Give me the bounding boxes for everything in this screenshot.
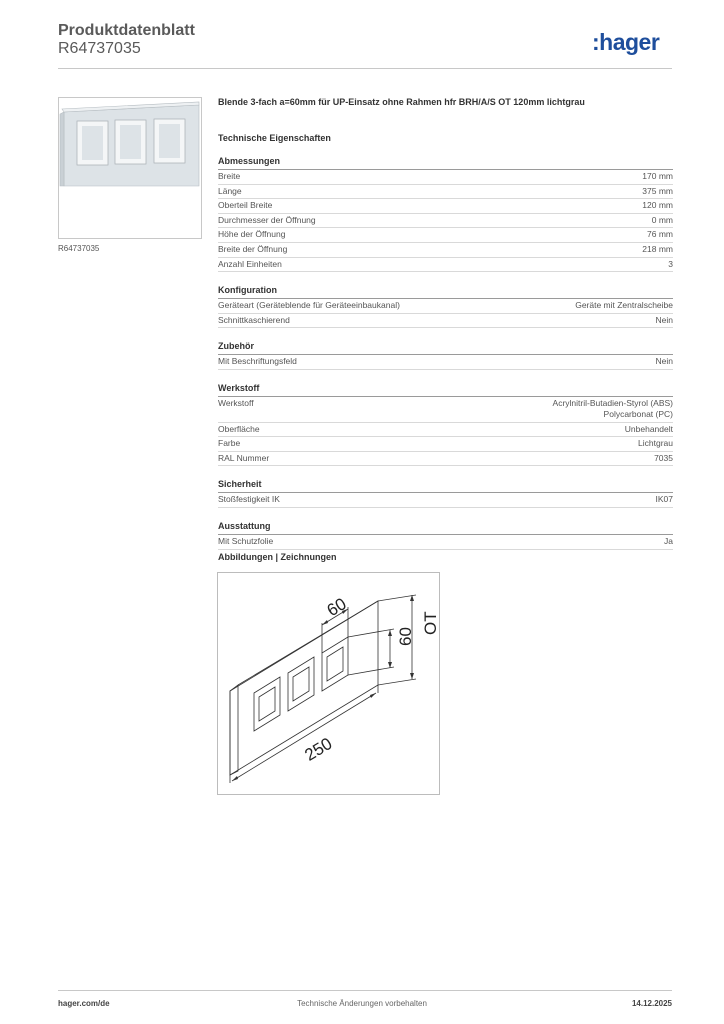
spec-row	[218, 185, 673, 200]
spec-row	[218, 437, 673, 452]
spec-value	[656, 315, 673, 326]
spec-value	[647, 229, 673, 240]
spec-row	[218, 214, 673, 229]
tech-properties-heading: Technische Eigenschaften	[218, 133, 331, 143]
spec-label: Stoßfestigkeit IK	[218, 494, 280, 505]
drawings-heading: Abbildungen | Zeichnungen	[218, 552, 337, 562]
header-divider	[58, 68, 672, 69]
product-description: Blende 3-fach a=60mm für UP-Einsatz ohne Rahmen hfr BRH/A/S OT 120mm lichtgrau	[218, 97, 585, 107]
spec-value-line: IK07	[655, 494, 673, 505]
spec-value	[642, 244, 673, 255]
footer-notice: Technische Änderungen vorbehalten	[297, 999, 427, 1008]
spec-row	[218, 397, 673, 423]
spec-value-line: 218 mm	[642, 243, 673, 254]
section-title: Zubehör	[218, 341, 673, 355]
dim-opening-height: 60	[396, 627, 415, 646]
dim-top-width: OT	[421, 611, 439, 635]
spec-value	[642, 186, 673, 197]
hager-logo: :hager	[592, 29, 660, 55]
dim-length: 250	[301, 733, 336, 765]
spec-row	[218, 228, 673, 243]
spec-value	[668, 259, 673, 270]
article-number: R64737035	[58, 40, 141, 57]
spec-value-line: 76 mm	[647, 229, 673, 240]
product-photo	[59, 98, 201, 238]
spec-value-line: 375 mm	[642, 185, 673, 196]
spec-row	[218, 423, 673, 438]
footer-website-link[interactable]: hager.com/de	[58, 999, 110, 1008]
spec-section	[218, 383, 673, 466]
spec-label: Länge	[218, 185, 242, 196]
spec-value-line: 0 mm	[651, 214, 673, 225]
spec-row	[218, 355, 673, 370]
spec-row	[218, 535, 673, 550]
section-title: Konfiguration	[218, 285, 673, 299]
spec-value	[656, 356, 673, 367]
spec-value	[652, 215, 673, 226]
spec-value-line: Lichtgrau	[638, 438, 673, 449]
spec-value-line: 3	[668, 258, 673, 269]
spec-section	[218, 156, 673, 272]
spec-section	[218, 479, 673, 508]
spec-row	[218, 314, 673, 329]
spec-label: Breite	[218, 171, 241, 181]
spec-section	[218, 521, 673, 550]
spec-label: Breite der Öffnung	[218, 243, 288, 254]
spec-label: Farbe	[218, 438, 241, 449]
section-title: Werkstoff	[218, 383, 673, 397]
spec-label: Durchmesser der Öffnung	[218, 214, 316, 225]
spec-label: Mit Schutzfolie	[218, 535, 274, 546]
spec-value	[654, 453, 673, 464]
spec-value	[553, 398, 673, 420]
spec-value-line: 170 mm	[642, 171, 673, 181]
spec-row	[218, 243, 673, 258]
section-title: Abmessungen	[218, 156, 673, 170]
footer-divider	[58, 990, 672, 991]
dimension-drawing	[218, 573, 439, 794]
spec-label: Schnittkaschierend	[218, 314, 290, 325]
spec-value-line: Nein	[655, 314, 673, 325]
spec-label: Werkstoff	[218, 397, 254, 408]
section-title: Sicherheit	[218, 479, 673, 493]
spec-value	[642, 171, 673, 182]
product-image	[58, 97, 202, 239]
spec-value-line: 7035	[654, 452, 673, 463]
section-title: Ausstattung	[218, 521, 673, 535]
spec-value-line: 120 mm	[642, 200, 673, 211]
spec-value	[638, 438, 673, 449]
spec-section	[218, 341, 673, 370]
spec-label: Oberteil Breite	[218, 200, 273, 211]
spec-row	[218, 493, 673, 508]
spec-value-line: Acrylnitril-Butadien-Styrol (ABS)	[552, 397, 673, 408]
main-content	[218, 96, 673, 563]
spec-value	[656, 494, 674, 505]
spec-value-line: Unbehandelt	[624, 423, 673, 434]
spec-value	[664, 536, 673, 547]
spec-row	[218, 299, 673, 314]
spec-row	[218, 258, 673, 273]
spec-value-line: Geräte mit Zentralscheibe	[575, 300, 673, 311]
dim-opening-width: 60	[323, 594, 350, 621]
spec-row	[218, 452, 673, 467]
spec-label: Anzahl Einheiten	[218, 258, 282, 269]
spec-label: Oberfläche	[218, 423, 260, 434]
spec-value-line: Ja	[664, 535, 673, 546]
spec-row	[218, 199, 673, 214]
spec-value	[642, 200, 673, 211]
spec-value	[575, 300, 673, 311]
logo-text: hager	[599, 29, 660, 55]
spec-row	[218, 170, 673, 185]
spec-label: RAL Nummer	[218, 452, 270, 463]
spec-sections	[218, 156, 673, 550]
spec-value-line: Nein	[655, 356, 673, 367]
spec-value	[625, 424, 673, 435]
footer-date: 14.12.2025	[631, 999, 672, 1008]
spec-value-line: Polycarbonat (PC)	[603, 408, 673, 419]
spec-label: Mit Beschriftungsfeld	[218, 356, 297, 367]
image-caption: R64737035	[58, 244, 100, 253]
technical-drawing	[217, 572, 440, 795]
spec-label: Höhe der Öffnung	[218, 229, 286, 240]
spec-label: Geräteart (Geräteblende für Geräteeinbaukanal)	[218, 300, 400, 311]
spec-section	[218, 285, 673, 328]
page-title: Produktdatenblatt	[58, 22, 195, 39]
